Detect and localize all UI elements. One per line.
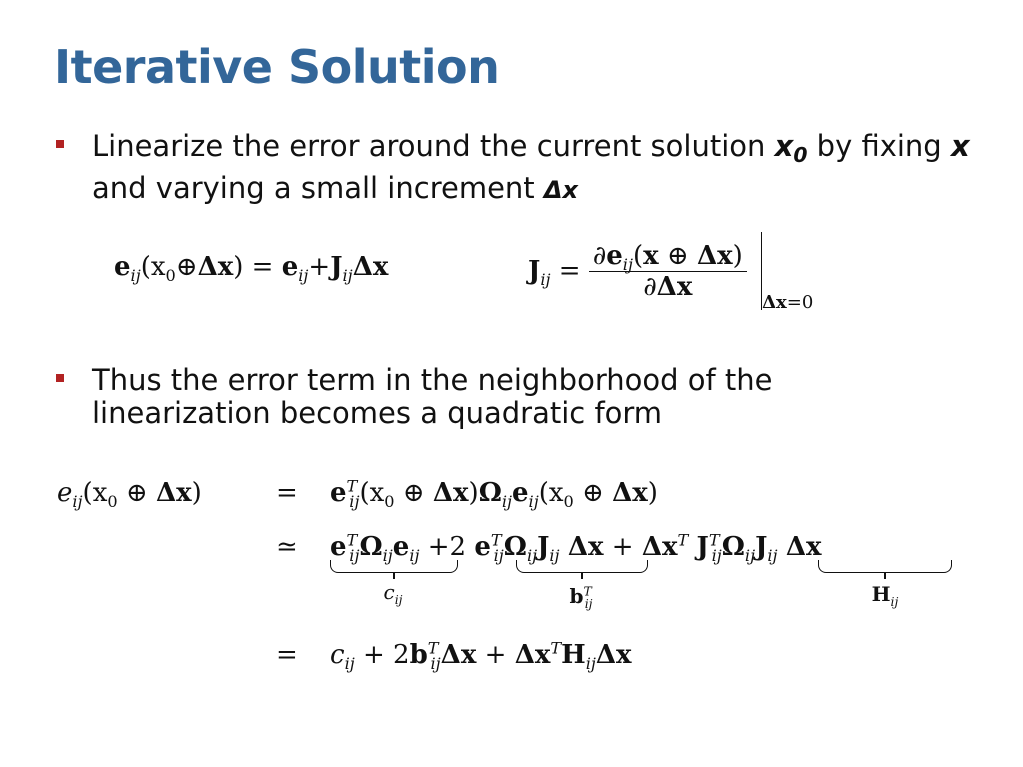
delta-x-symbol: Δx	[543, 176, 578, 205]
jacobian-fraction: $\frac{\partial e_{ij}(x \oplus \Delta x)}{\partial\Delta x}$	[589, 241, 747, 302]
linearization-equation: $e_{ij}(x_0\oplus\Delta x) = e_{ij}+J_{ij}\Delta x$	[114, 252, 389, 286]
approx-sign: ≃	[276, 532, 298, 562]
bullet-1-text	[92, 130, 996, 207]
underbrace-tip	[581, 572, 583, 579]
bullet-square-icon	[56, 374, 64, 382]
x0-subscript: 0	[793, 143, 808, 168]
quadratic-line-3: $c_{ij} + 2b^T_{ij}\Delta x + \Delta x^TH_{ij}\Delta x$	[330, 638, 632, 674]
label-h-ij: $H_{ij}$	[871, 582, 899, 609]
x0-symbol	[774, 129, 808, 168]
bullet-square-icon	[56, 140, 64, 148]
bullet-1	[56, 130, 996, 207]
x0-base: x	[774, 129, 794, 163]
bullet-1-text-a: Linearize the error around the current solution	[92, 129, 775, 163]
equals-sign-2: =	[276, 640, 298, 670]
slide-title: Iterative Solution	[54, 40, 500, 94]
bullet-2	[56, 364, 996, 430]
label-c-ij: $c_{ij}$	[383, 580, 403, 607]
x-symbol: x	[950, 129, 970, 163]
equals-sign-1: =	[276, 478, 298, 508]
underbrace-tip	[393, 572, 395, 579]
bullet-2-text: Thus the error term in the neighborhood of the linearization becomes a quadratic form	[92, 363, 773, 430]
quadratic-line-2: $e^T_{ij}\Omega_{ij}e_{ij} +2$ $e^T_{ij}\Omega_{ij}J_{ij}$ $\Delta x + \Delta x^T$ $J^T_{ij}\Omega_{ij}J_{ij}$ Δx	[330, 530, 822, 566]
jacobian-equation: $J_{ij}$ = $\frac{\partial e_{ij}(x \oplus \Delta x)}{\partial\Delta x}$ $_{\Delta x=0}$	[528, 232, 813, 310]
underbrace-tip	[884, 572, 886, 579]
bullet-1-text-b: by fixing	[807, 129, 951, 163]
bullet-1-text-c: and varying a small increment	[92, 171, 544, 206]
label-b-ij-t: $b^T_{ij}$	[569, 583, 593, 611]
quadratic-line-1-lhs: $e_{ij}(x_0$ ⊕ Δx)	[57, 478, 202, 512]
quadratic-line-1-rhs: $e^T_{ij}(x_0$ ⊕ $\Delta x)\Omega_{ij}e_{ij}(x_0$ ⊕ Δx)	[330, 476, 658, 512]
